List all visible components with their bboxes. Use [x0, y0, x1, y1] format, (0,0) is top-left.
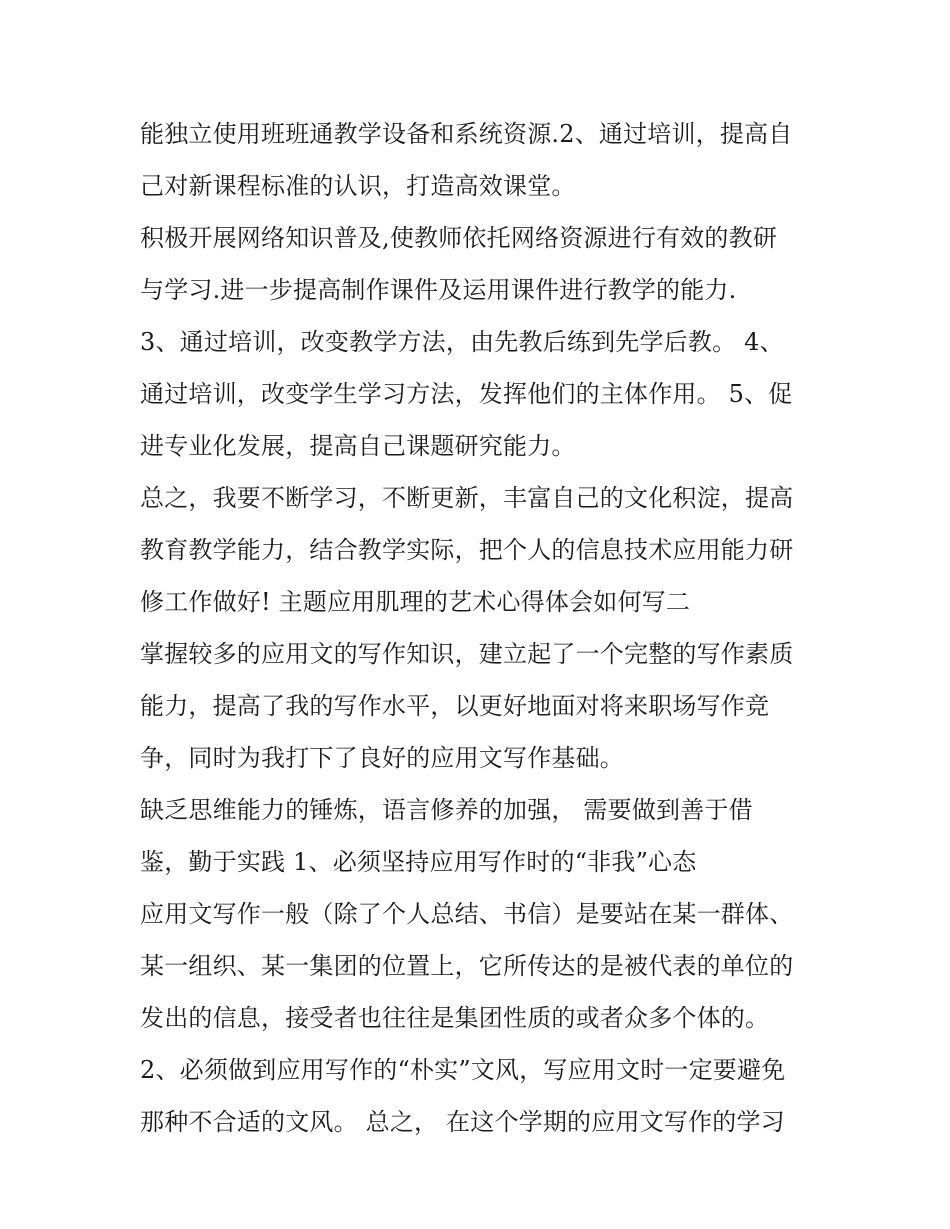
text-line: 3、通过培训，改变教学方法，由先教后练到先学后教。 4、 [140, 328, 784, 356]
text-line: 积极开展网络知识普及,使教师依托网络资源进行有效的教研 [140, 224, 778, 252]
text-line: 2、必须做到应用写作的“朴实”文风，写应用文时一定要避免 [140, 1056, 786, 1084]
text-line: 总之，我要不断学习，不断更新，丰富自己的文化积淀，提高 [140, 484, 794, 512]
text-line: 那种不合适的文风。 总之， 在这个学期的应用文写作的学习 [140, 1108, 785, 1136]
text-line: 鉴，勤于实践 1、必须坚持应用写作时的“非我”心态 [140, 848, 697, 876]
text-line: 应用文写作一般（除了个人总结、书信）是要站在某一群体、 [140, 900, 794, 928]
text-line: 某一组织、某一集团的位置上，它所传达的是被代表的单位的 [140, 952, 794, 980]
text-line: 能力，提高了我的写作水平，以更好地面对将来职场写作竞 [140, 692, 770, 720]
text-line: 能独立使用班班通教学设备和系统资源.2、通过培训，提高自 [140, 120, 793, 148]
text-line: 与学习.进一步提高制作课件及运用课件进行教学的能力. [140, 276, 737, 304]
text-line: 缺乏思维能力的锤炼，语言修养的加强， 需要做到善于借 [140, 796, 753, 824]
text-line: 通过培训，改变学生学习方法，发挥他们的主体作用。 5、促 [140, 380, 793, 408]
text-line: 进专业化发展，提高自己课题研究能力。 [140, 432, 576, 460]
document-body [140, 108, 830, 1148]
text-line: 修工作做好! 主题应用肌理的艺术心得体会如何写二 [140, 588, 691, 616]
text-line: 发出的信息，接受者也往往是集团性质的或者众多个体的。 [140, 1004, 770, 1032]
text-line: 争，同时为我打下了良好的应用文写作基础。 [140, 744, 624, 772]
text-line: 己对新课程标准的认识，打造高效课堂。 [140, 172, 576, 200]
text-line: 教育教学能力，结合教学实际，把个人的信息技术应用能力研 [140, 536, 794, 564]
text-line: 掌握较多的应用文的写作知识，建立起了一个完整的写作素质 [140, 640, 794, 668]
